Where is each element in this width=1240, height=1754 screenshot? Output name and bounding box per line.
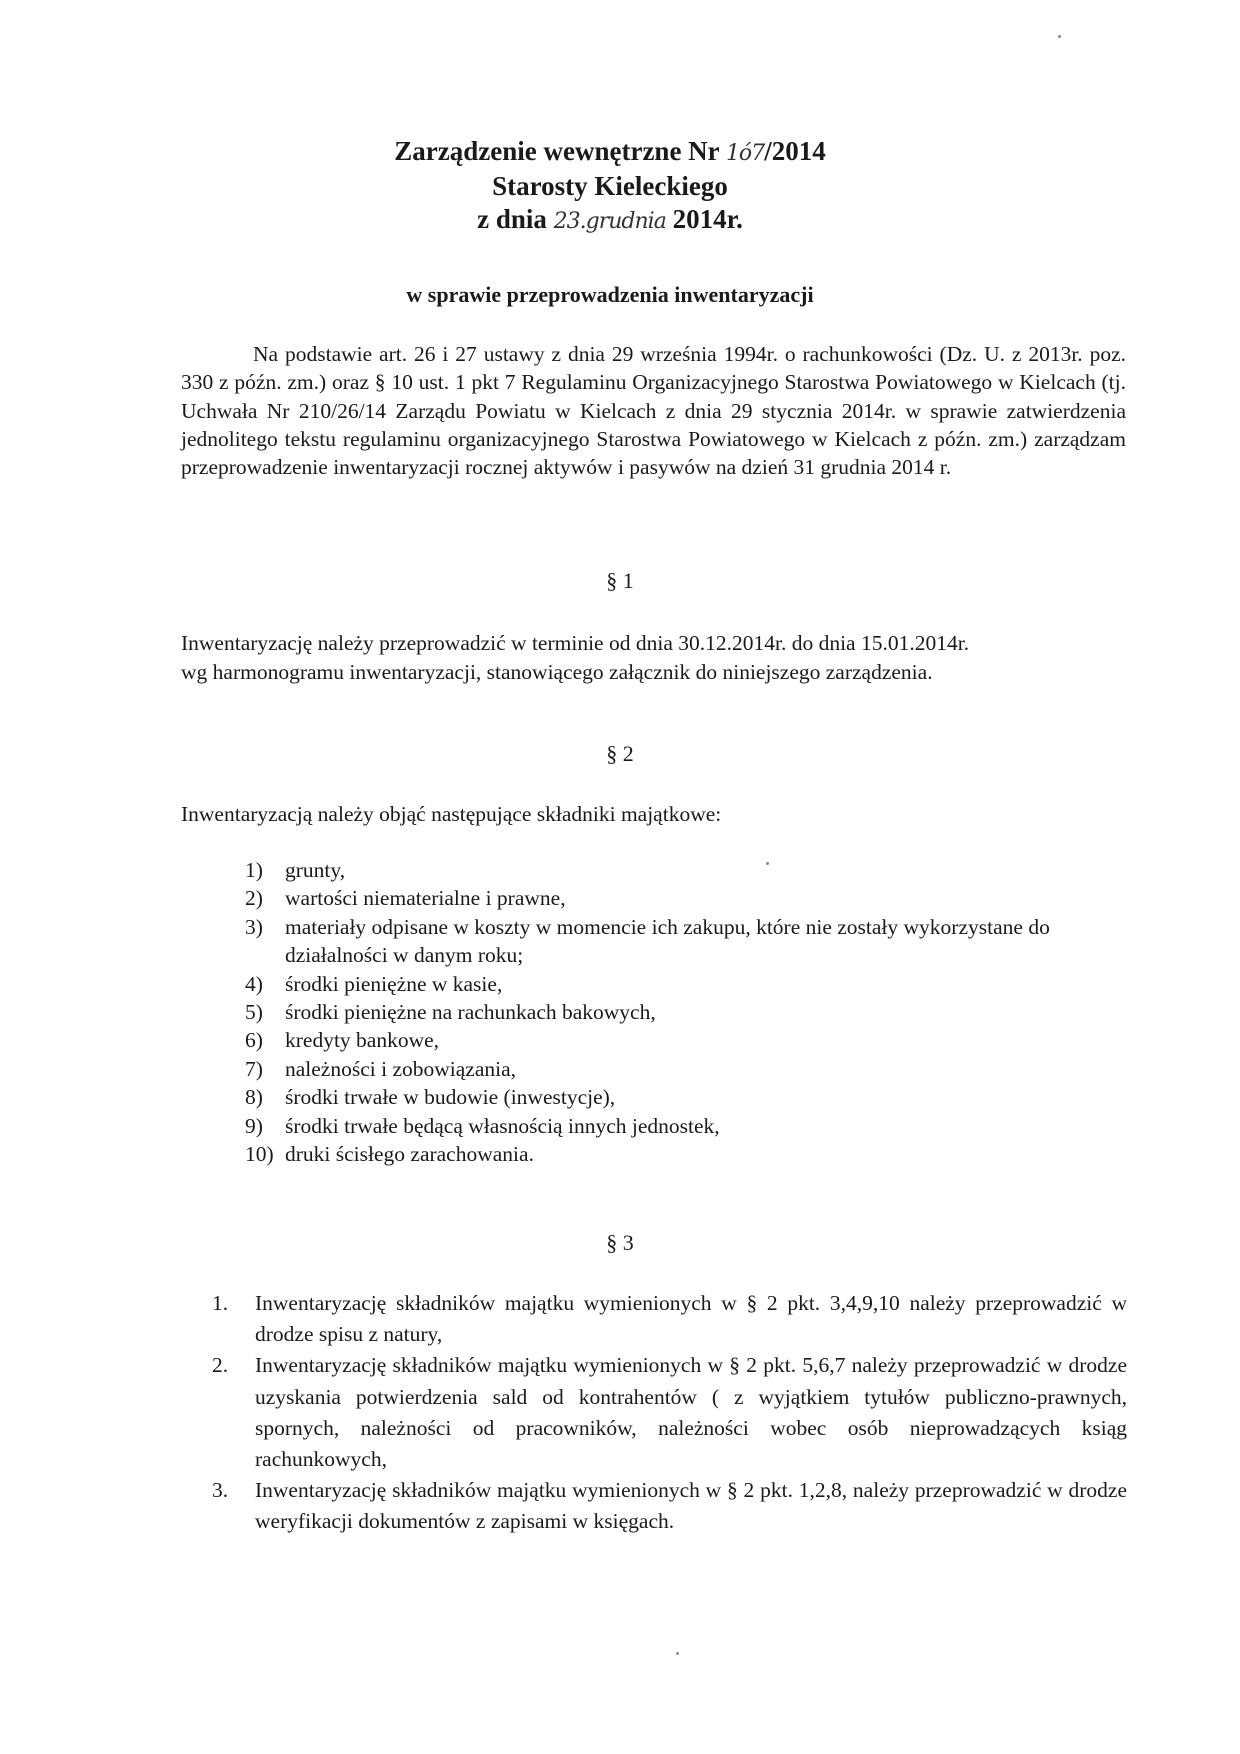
list-item-text: wartości niematerialne i prawne, (285, 886, 566, 911)
list-item-number: 7) (245, 1056, 263, 1081)
list-item (212, 1475, 1127, 1537)
title-line-2: Starosty Kieleckiego (492, 171, 728, 201)
list-item-number: 2) (245, 886, 263, 911)
list-item (245, 1140, 1065, 1168)
list-item (245, 1026, 1065, 1054)
preamble-text: Na podstawie art. 26 i 27 ustawy z dnia 29 września 1994r. o rachunkowości (Dz. U. z 2013r. poz. 330 z późn. zm.) oraz § 10 ust. 1 pkt 7 Regulaminu Organizacyjnego Starostwa Powiatowego w Kielcach (tj. Uchwała Nr 210/26/14 Zarządu Powiatu w Kielcach z dnia 29 stycznia 2014r. w sprawie zatwierdzenia jednolitego tekstu regulaminu organizacyjnego Starostwa Powiatowego w Kielcach z późn. zm.) zarządzam przeprowadzenie inwentaryzacji rocznej aktywów i pasywów na dzień 31 grudnia 2014 r. (181, 342, 1126, 480)
list-item (245, 1112, 1065, 1140)
list-item-text: Inwentaryzację składników majątku wymienionych w § 2 pkt. 1,2,8, należy przeprowadzić w drodze weryfikacji dokumentów z zapisami w księgach. (255, 1478, 1127, 1534)
procedures-list (212, 1288, 1127, 1538)
list-item-number: 3. (212, 1478, 229, 1503)
list-item-number: 1) (245, 858, 263, 882)
list-item (245, 884, 1065, 912)
list-item (245, 970, 1065, 998)
list-item-text: materiały odpisane w koszty w momencie ich zakupu, które nie zostały wykorzystane do działalności w danym roku; (285, 914, 1050, 968)
list-item-number: 8) (245, 1085, 263, 1110)
section-1-line-2: wg harmonogramu inwentaryzacji, stanowiącego załącznik do niniejszego zarządzenia. (181, 660, 933, 684)
list-item-number: 10) (245, 1142, 274, 1167)
list-item-text: należności i zobowiązania, (285, 1056, 517, 1081)
title-line-3 (180, 203, 1040, 238)
list-item-number: 3) (245, 914, 263, 939)
list-item (245, 856, 1065, 884)
list-item-text: grunty, (285, 858, 346, 882)
handwritten-date: 23.grudnia (553, 209, 666, 234)
list-item-number: 6) (245, 1028, 263, 1053)
section-2-intro: Inwentaryzacją należy objąć następujące składniki majątkowe: (181, 802, 722, 826)
title-line-1 (180, 135, 1040, 170)
section-1-heading: § 1 (606, 568, 634, 593)
list-item-text: środki pieniężne na rachunkach bakowych, (285, 1000, 656, 1025)
list-item-number: 1. (212, 1291, 229, 1315)
list-item-number: 4) (245, 971, 263, 996)
list-item (245, 1055, 1065, 1083)
document-title (180, 135, 1040, 238)
handwritten-number: 1ó7 (725, 141, 765, 166)
list-item-text: druki ścisłego zarachowania. (285, 1142, 534, 1167)
list-item-text: Inwentaryzację składników majątku wymienionych w § 2 pkt. 3,4,9,10 należy przeprowadzić w drodze spisu z natury, (255, 1291, 1127, 1347)
list-item (212, 1350, 1127, 1475)
list-item-text: środki pieniężne w kasie, (285, 971, 503, 996)
date-suffix: 2014r. (665, 204, 743, 234)
list-item-text: kredyty bankowe, (285, 1028, 440, 1053)
title-suffix: /2014 (764, 136, 826, 166)
list-item-text: Inwentaryzację składników majątku wymienionych w § 2 pkt. 5,6,7 należy przeprowadzić w drodze uzyskania potwierdzenia sald od kontrahentów ( z wyjątkiem tytułów publiczno-prawnych, spornych, należności od pracowników, należności wobec osób nieprowadzących ksiąg rachunkowych, (255, 1353, 1127, 1472)
assets-list (245, 856, 1065, 1168)
list-item-text: środki trwałe w budowie (inwestycje), (285, 1085, 616, 1110)
list-item-number: 9) (245, 1113, 263, 1138)
scan-speck (676, 1652, 679, 1655)
scan-speck (766, 862, 769, 865)
scan-speck (1058, 35, 1061, 38)
section-2-heading: § 2 (606, 741, 634, 766)
list-item (245, 1083, 1065, 1111)
date-prefix: z dnia (477, 204, 554, 234)
section-3-heading: § 3 (606, 1230, 634, 1255)
title-prefix: Zarządzenie wewnętrzne Nr (394, 136, 726, 166)
list-item-number: 5) (245, 1000, 263, 1025)
section-1-line-1: Inwentaryzację należy przeprowadzić w terminie od dnia 30.12.2014r. do dnia 15.01.2014r. (181, 631, 970, 655)
list-item (245, 998, 1065, 1026)
list-item-number: 2. (212, 1353, 229, 1378)
list-item-text: środki trwałe będącą własnością innych jednostek, (285, 1113, 720, 1138)
list-item (245, 913, 1065, 970)
list-item (212, 1288, 1127, 1350)
document-subject: w sprawie przeprowadzenia inwentaryzacji (406, 282, 814, 307)
preamble-paragraph (181, 340, 1126, 481)
